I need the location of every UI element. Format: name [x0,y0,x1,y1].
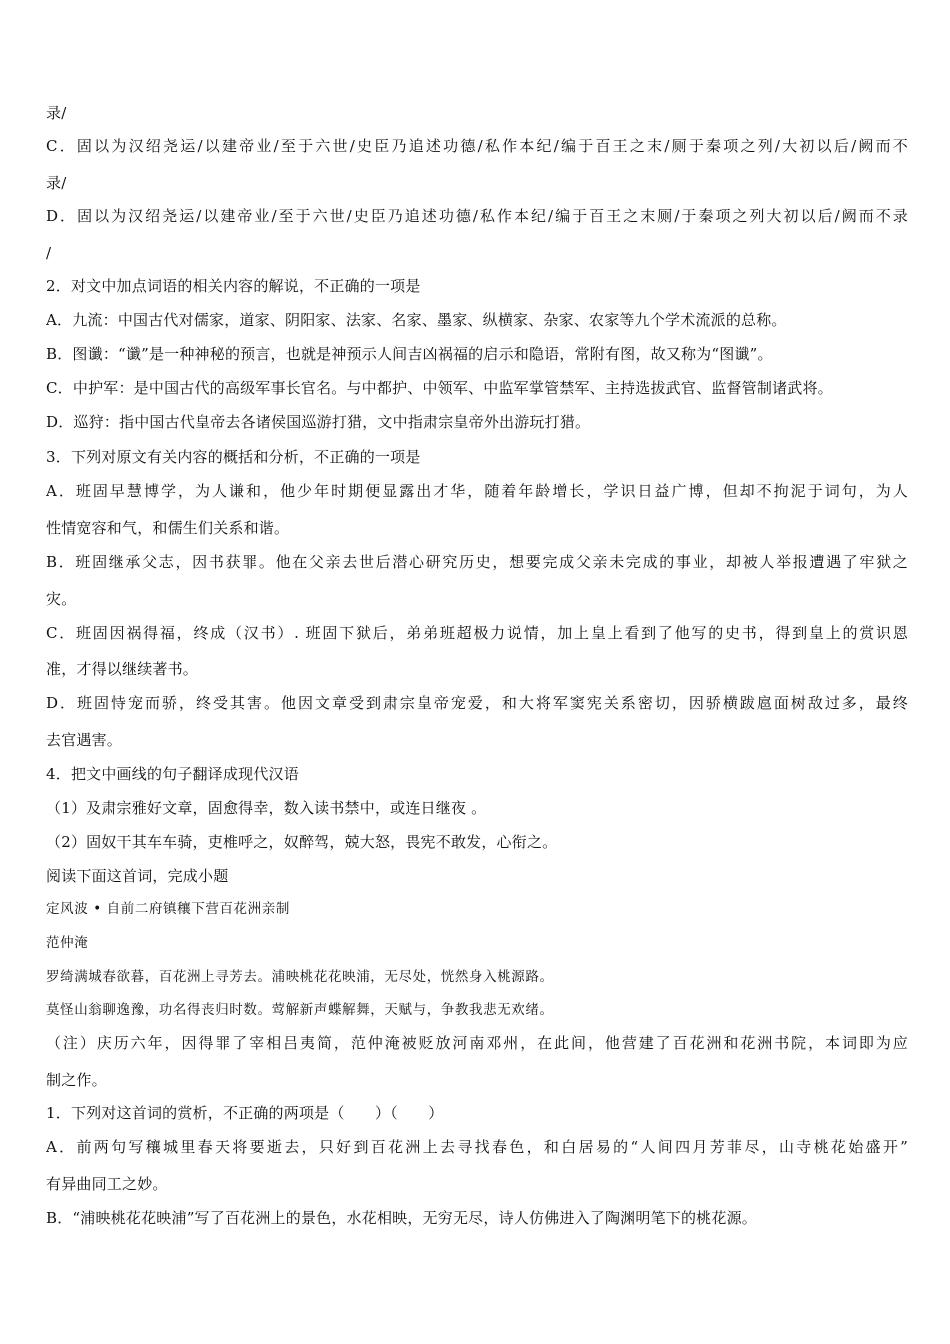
poem-question-option-a: A．前两句写穰城里春天将要逝去，只好到百花洲上去寻找春色，和白居易的“人间四月芳菲尽，山寺桃花始盛开” [46,1138,908,1156]
text-line: / [46,244,52,262]
translation-item-2: （2）固奴干其车车骑，吏椎呼之，奴醉驾，兢大怒，畏宪不敢发，心衔之。 [46,833,558,851]
question-2-option-c: C．中护军：是中国古代的高级军事长官名。与中都护、中领军、中监军掌管禁军、主持选拔武官、监督管制诸武将。 [46,379,833,397]
poem-line-2: 莫怪山翁聊逸豫，功名得丧归时数。莺解新声蝶解舞，天赋与，争教我悲无欢绪。 [46,1002,554,1018]
text-line: 制之作。 [46,1071,107,1089]
question-2-option-d: D．巡狩：指中国古代皇帝去各诸侯国巡游打猎，文中指肃宗皇帝外出游玩打猎。 [46,413,591,431]
poem-note: （注）庆历六年，因得罪了宰相吕夷简，范仲淹被贬放河南邓州，在此间，他营建了百花洲和花洲书院，本词即为应 [46,1034,908,1052]
text-line: 有异曲同工之妙。 [46,1175,168,1193]
text-line: 去官遇害。 [46,731,123,749]
option-c-line: C．固以为汉绍尧运/以建帝业/至于六世/史臣乃追述功德/私作本纪/编于百王之末/厕于秦项之列/大初以后/阙而不 [46,137,908,155]
question-3-option-d: D．班固恃宠而骄，终受其害。他因文章受到肃宗皇帝宠爱，和大将军窦宪关系密切，因骄横跋扈面树敌过多，最终 [46,694,908,712]
text-line: 录/ [46,104,67,122]
question-3-title: 3．下列对原文有关内容的概括和分析，不正确的一项是 [46,448,421,466]
poem-author: 范仲淹 [46,935,89,951]
translation-item-1: （1）及肃宗雅好文章，固愈得幸，数入读书禁中，或连日继夜 。 [46,799,487,817]
question-3-option-b: B．班固继承父志，因书获罪。他在父亲去世后潜心研究历史，想要完成父亲未完成的事业，却被人举报遭遇了牢狱之 [46,553,908,571]
text-line: 录/ [46,174,67,192]
question-3-option-a: A．班固早慧博学，为人谦和，他少年时期便显露出才华，随着年龄增长，学识日益广博，但却不拘泥于词句，为人 [46,482,908,500]
text-line: 准，才得以继续著书。 [46,660,199,678]
text-line: 性情宽容和气，和儒生们关系和谐。 [46,519,290,537]
poem-question-1-title: 1．下列对这首词的赏析，不正确的两项是（ ）（ ） [46,1104,444,1122]
question-2-option-b: B．图谶：“谶”是一种神秘的预言，也就是神预示人间吉凶祸福的启示和隐语，常附有图，故又称为“图谶”。 [46,345,773,363]
question-4-title: 4．把文中画线的句子翻译成现代汉语 [46,765,299,783]
poem-question-option-b: B．“浦映桃花花映浦”写了百花洲上的景色，水花相映，无穷无尽，诗人仿佛进入了陶渊明笔下的桃花源。 [46,1209,757,1227]
poem-line-1: 罗绮满城春欲暮，百花洲上寻芳去。浦映桃花花映浦，无尽处，恍然身入桃源路。 [46,969,554,985]
question-2-title: 2．对文中加点词语的相关内容的解说，不正确的一项是 [46,277,421,295]
question-2-option-a: A．九流：中国古代对儒家，道家、阴阳家、法家、名家、墨家、纵横家、杂家、农家等九个学术流派的总称。 [46,311,787,329]
option-d-line: D．固以为汉绍尧运/以建帝业/至于六世/史臣乃追述功德/私作本纪/编于百王之末厕/于秦项之列大初以后/阙而不录 [46,207,908,225]
poem-title: 定风波 • 自前二府镇穰下营百花洲亲制 [46,901,290,917]
question-3-option-c: C．班固因祸得福，终成（汉书）. 班固下狱后，弟弟班超极力说情，加上皇上看到了他写的史书，得到皇上的赏识恩 [46,624,908,642]
text-line: 灾。 [46,590,77,608]
reading-instruction: 阅读下面这首词，完成小题 [46,867,229,885]
